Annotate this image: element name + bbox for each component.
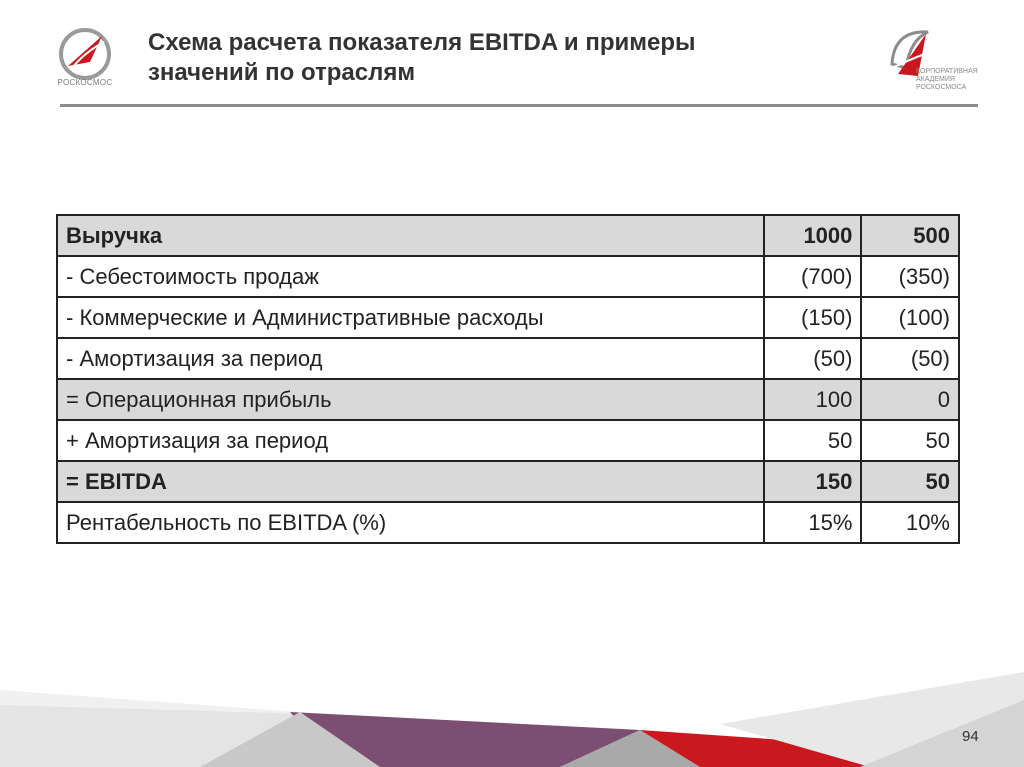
row-label: + Амортизация за период (57, 420, 764, 461)
value-cell: 150 (764, 461, 862, 502)
value-cell: 50 (861, 461, 959, 502)
value-cell: (50) (861, 338, 959, 379)
logo-left-caption: РОСКОСМОС (57, 78, 113, 87)
value-cell: 10% (861, 502, 959, 543)
value-cell: 15% (764, 502, 862, 543)
academy-caption-line: КОРПОРАТИВНАЯ (916, 68, 978, 75)
row-label: Выручка (57, 215, 764, 256)
value-cell: (700) (764, 256, 862, 297)
value-cell: 1000 (764, 215, 862, 256)
row-label: - Амортизация за период (57, 338, 764, 379)
value-cell: (150) (764, 297, 862, 338)
title-line-2: значений по отраслям (148, 59, 416, 86)
value-cell: (50) (764, 338, 862, 379)
row-label: = EBITDA (57, 461, 764, 502)
academy-caption-line: РОСКОСМОСА (916, 84, 967, 91)
value-cell: 500 (861, 215, 959, 256)
row-label: - Коммерческие и Административные расходы (57, 297, 764, 338)
value-cell: 0 (861, 379, 959, 420)
value-cell: 100 (764, 379, 862, 420)
row-label: Рентабельность по EBITDA (%) (57, 502, 764, 543)
row-label: - Себестоимость продаж (57, 256, 764, 297)
page-number: 94 (962, 728, 979, 745)
value-cell: 50 (764, 420, 862, 461)
value-cell: 50 (861, 420, 959, 461)
title-line-1: Схема расчета показателя EBITDA и примеры (148, 29, 696, 56)
row-label: = Операционная прибыль (57, 379, 764, 420)
value-cell: (100) (861, 297, 959, 338)
value-cell: (350) (861, 256, 959, 297)
academy-caption-line: АКАДЕМИЯ (916, 76, 955, 83)
